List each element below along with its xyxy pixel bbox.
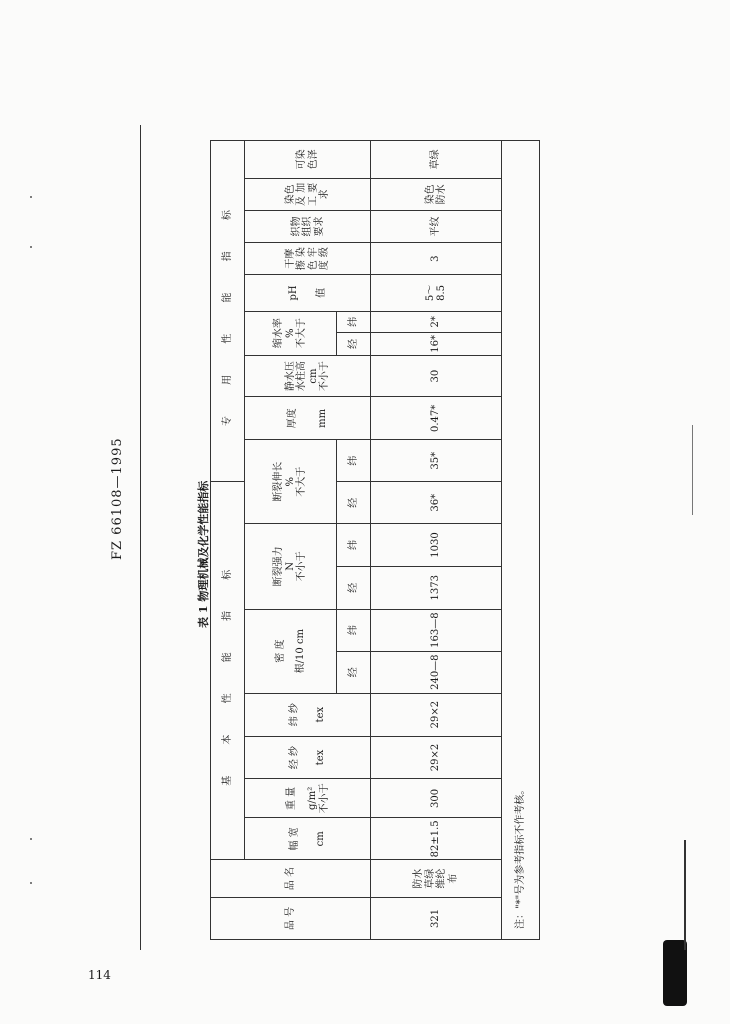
cell-dye-color: 草绿 [371,141,501,179]
header-thickness-label: 厚度 [287,408,299,429]
cell-elong-warp: 36* [371,482,501,524]
sub-density-weft: 纬 [337,609,371,651]
header-product-no: 品 号 [211,897,371,939]
header-strength-label: 断裂强力 [273,546,285,587]
header-weight-cond: 不小于 [318,783,330,814]
sub-elong-weft: 纬 [337,440,371,482]
header-strength-cond: 不小于 [296,551,308,582]
header-strength-unit: N [284,562,296,571]
header-weight [245,779,371,818]
sub-strength-warp: 经 [337,566,371,609]
scan-speck [30,838,32,840]
group-basic-header: 基 本 性 能 指 标 [211,482,245,860]
header-ph-label: pH [288,285,300,301]
cell-product-no: 321 [371,897,501,939]
cell-density-warp: 240—8 [371,651,501,693]
spec-table [210,140,540,940]
header-width-unit: cm [314,831,326,847]
header-strength [245,524,337,609]
header-ph-sub: 值 [315,287,327,298]
header-elongation-unit: % [284,477,296,487]
header-hydrostatic-unit: cm [307,368,319,384]
cell-width: 82±1.5 [371,818,501,860]
header-elongation-cond: 不大于 [296,466,308,497]
standard-code: FZ 66108—1995 [110,437,125,560]
header-shrinkage-cond: 不大于 [296,318,308,349]
header-elongation [245,440,337,524]
cell-weft-yarn: 29×2 [371,693,501,736]
header-hydrostatic-cond: 不小于 [319,361,331,392]
header-width-label: 幅 宽 [289,827,301,851]
sub-shrink-warp: 经 [337,333,371,356]
scan-speck [30,196,32,198]
page-number: 114 [88,968,111,982]
header-dry-rub: 干摩擦 染色 牢度 级 [245,243,371,275]
header-weft-yarn-label: 纬 纱 [289,703,301,727]
cell-shrink-weft: 2* [371,311,501,332]
cell-ph: 5～8.5 [371,275,501,311]
cell-shrink-warp: 16* [371,333,501,356]
group-special-header: 专 用 性 能 指 标 [211,141,245,482]
table-title: 表 1 物理机械及化学性能指标 [197,480,210,628]
header-warp-yarn [245,736,371,779]
cell-elong-weft: 35* [371,440,501,482]
cell-product-name: 防水 草绿 维纶 布 [371,860,501,898]
header-weave: 织物 组织 要求 [245,210,371,242]
scan-speck [30,246,32,248]
header-width [245,818,371,860]
header-thickness-unit: mm [316,408,328,428]
cell-density-weft: 163—8 [371,609,501,651]
scan-speck [30,882,32,884]
header-density-unit: 根/10 cm [294,628,306,674]
cell-dry-rub: 3 [371,243,501,275]
spec-table-wrapper [210,140,540,940]
table-note: 注："*"号为参考指标不作考核。 [501,141,539,940]
cell-weight: 300 [371,779,501,818]
header-ph [245,275,371,311]
header-weight-label: 重 量 [285,786,297,810]
cell-strength-warp: 1373 [371,566,501,609]
sub-density-warp: 经 [337,651,371,693]
header-elongation-label: 断裂伸长 [273,461,285,502]
header-thickness [245,397,371,440]
page-margin-rule [140,125,141,950]
header-hydrostatic-label: 静水压 水柱高 [284,361,308,392]
cell-strength-weft: 1030 [371,524,501,567]
header-weight-unit: g/m² [307,786,319,811]
cell-weave: 平纹 [371,210,501,242]
sub-elong-warp: 经 [337,482,371,524]
header-shrinkage-unit: % [284,328,296,338]
scan-artifact-dash [692,425,693,515]
sub-shrink-weft: 纬 [337,311,371,332]
header-weft-yarn [245,693,371,736]
header-weft-yarn-unit: tex [314,706,326,723]
header-shrinkage [245,311,337,355]
header-shrinkage-label: 缩水率 [273,318,285,349]
header-dye-color: 可染 色泽 [245,141,371,179]
sub-strength-weft: 纬 [337,524,371,567]
scan-artifact-line [684,840,686,950]
cell-hydrostatic: 30 [371,355,501,397]
header-dye-req: 染色 及 加工 要求 [245,178,371,210]
header-hydrostatic [245,355,371,397]
header-warp-yarn-unit: tex [314,749,326,766]
cell-dye-req: 染色 防水 [371,178,501,210]
header-density [245,609,337,693]
header-warp-yarn-label: 经 纱 [289,745,301,770]
cell-warp-yarn: 29×2 [371,736,501,779]
header-product-name: 品 名 [211,860,371,898]
header-density-label: 密 度 [275,639,287,663]
table-row [371,141,501,940]
cell-thickness: 0.47* [371,397,501,440]
